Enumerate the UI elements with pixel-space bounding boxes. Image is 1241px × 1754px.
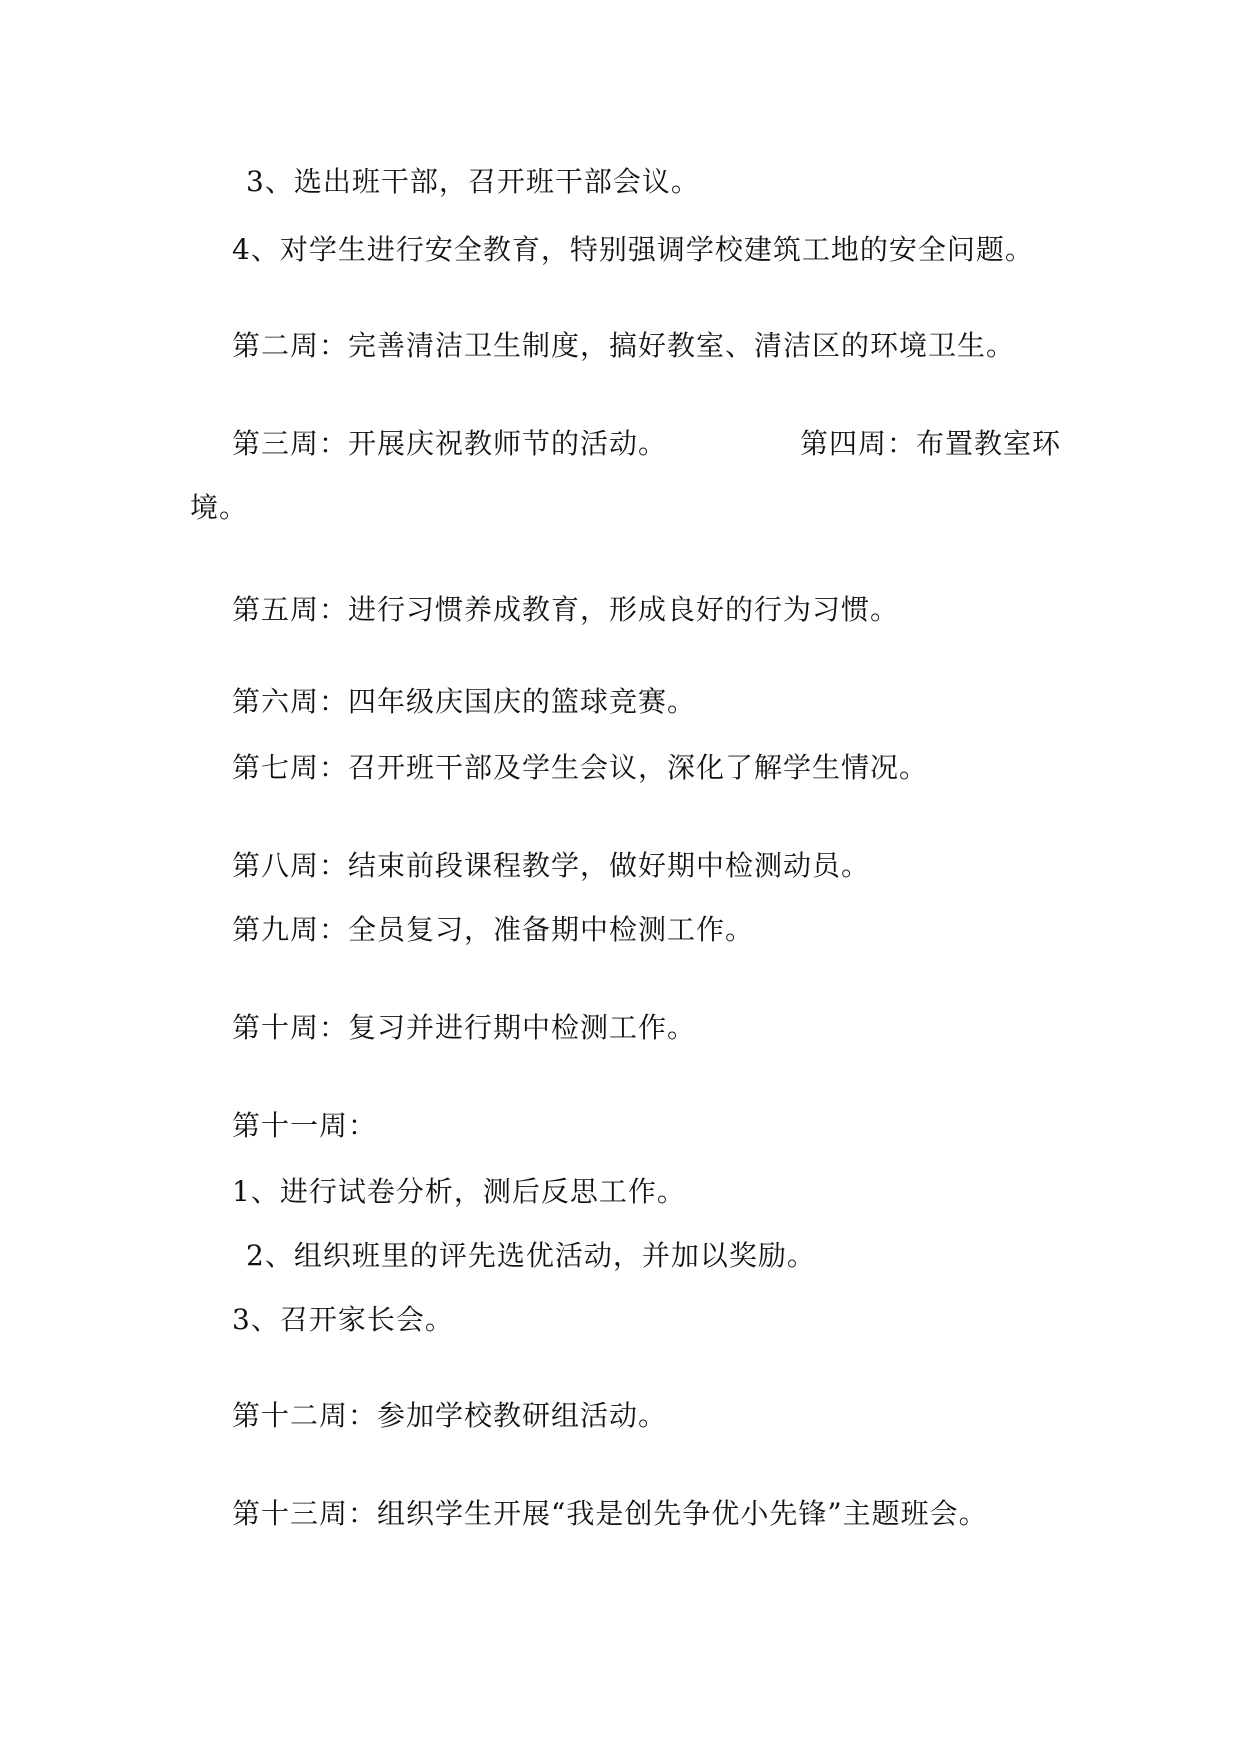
week-6-plan: 第六周：四年级庆国庆的篮球竞赛。 xyxy=(232,685,697,718)
week-10-plan: 第十周：复习并进行期中检测工作。 xyxy=(232,1011,697,1044)
week-9-plan: 第九周：全员复习，准备期中检测工作。 xyxy=(232,913,755,946)
week-4-plan: 第四周：布置教室环 xyxy=(800,427,1062,460)
item-select-class-cadres: 3、选出班干部，召开班干部会议。 xyxy=(246,165,700,198)
week-11-item-awards: 2、组织班里的评先选优活动，并加以奖励。 xyxy=(246,1239,816,1272)
week-2-plan: 第二周：完善清洁卫生制度，搞好教室、清洁区的环境卫生。 xyxy=(232,329,1016,362)
week-12-plan: 第十二周：参加学校教研组活动。 xyxy=(232,1399,668,1432)
week-4-plan-continued: 境。 xyxy=(190,491,249,524)
week-5-plan: 第五周：进行习惯养成教育，形成良好的行为习惯。 xyxy=(232,593,900,626)
week-11-item-parent-meeting: 3、召开家长会。 xyxy=(232,1303,454,1336)
week-11-heading: 第十一周： xyxy=(232,1109,378,1142)
week-8-plan: 第八周：结束前段课程教学，做好期中检测动员。 xyxy=(232,849,871,882)
week-11-item-exam-analysis: 1、进行试卷分析，测后反思工作。 xyxy=(232,1175,686,1208)
week-13-plan: 第十三周：组织学生开展“我是创先争优小先锋”主题班会。 xyxy=(232,1497,988,1530)
week-3-plan: 第三周：开展庆祝教师节的活动。 xyxy=(232,427,668,460)
item-safety-education: 4、对学生进行安全教育，特别强调学校建筑工地的安全问题。 xyxy=(232,233,1034,266)
week-7-plan: 第七周：召开班干部及学生会议，深化了解学生情况。 xyxy=(232,751,929,784)
